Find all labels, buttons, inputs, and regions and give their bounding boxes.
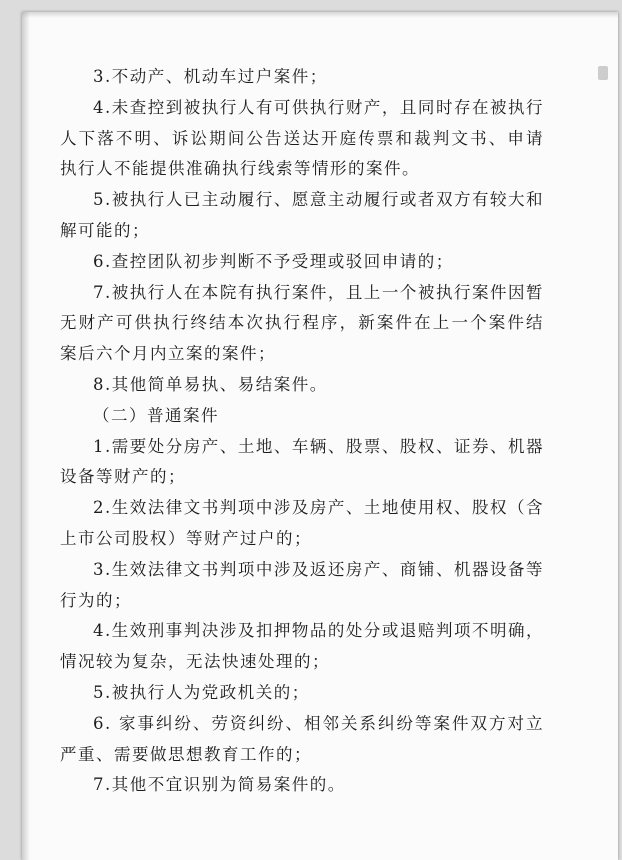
- ordinary-item-5: 5.被执行人为党政机关的；: [93, 682, 310, 702]
- paragraph-item-7: 7.被执行人在本院有执行案件，且上一个被执行案件因暂无财产可供执行终结本次执行程序，新案件在上一个案件结案后六个月内立案的案件；: [60, 282, 544, 364]
- document-body: [60, 62, 544, 801]
- binding-shadow: [22, 12, 30, 860]
- paragraph-item-3: 3.不动产、机动车过户案件；: [93, 67, 328, 86]
- section-heading-ordinary-cases: （二）普通案件: [93, 405, 219, 425]
- ordinary-item-2: 2.生效法律文书判项中涉及房产、土地使用权、股权（含上市公司股权）等财产过户的；: [60, 498, 544, 548]
- paragraph-item-6: 6.查控团队初步判断不予受理或驳回申请的；: [93, 251, 454, 271]
- ordinary-item-7: 7.其他不宜识别为简易案件的。: [93, 775, 346, 795]
- paragraph-item-8: 8.其他简单易执、易结案件。: [93, 374, 328, 394]
- ordinary-item-4: 4.生效刑事判决涉及扣押物品的处分或退赔判项不明确，情况较为复杂，无法快速处理的；: [60, 621, 544, 672]
- ordinary-item-6: 6. 家事纠纷、劳资纠纷、相邻关系纠纷等案件双方对立严重、需要做思想教育工作的；: [60, 713, 544, 764]
- ordinary-item-1: 1.需要处分房产、土地、车辆、股票、股权、证券、机器设备等财产的；: [60, 436, 544, 487]
- paragraph-item-5: 5.被执行人已主动履行、愿意主动履行或者双方有较大和解可能的；: [60, 190, 544, 240]
- staple-mark: [598, 66, 608, 80]
- paragraph-item-4: 4.未查控到被执行人有可供执行财产，且同时存在被执行人下落不明、诉讼期间公告送达开庭传票和裁判文书、申请执行人不能提供准确执行线索等情形的案件。: [60, 97, 544, 179]
- top-edge-shadow: [22, 12, 618, 18]
- ordinary-item-3: 3.生效法律文书判项中涉及返还房产、商铺、机器设备等行为的；: [60, 559, 544, 610]
